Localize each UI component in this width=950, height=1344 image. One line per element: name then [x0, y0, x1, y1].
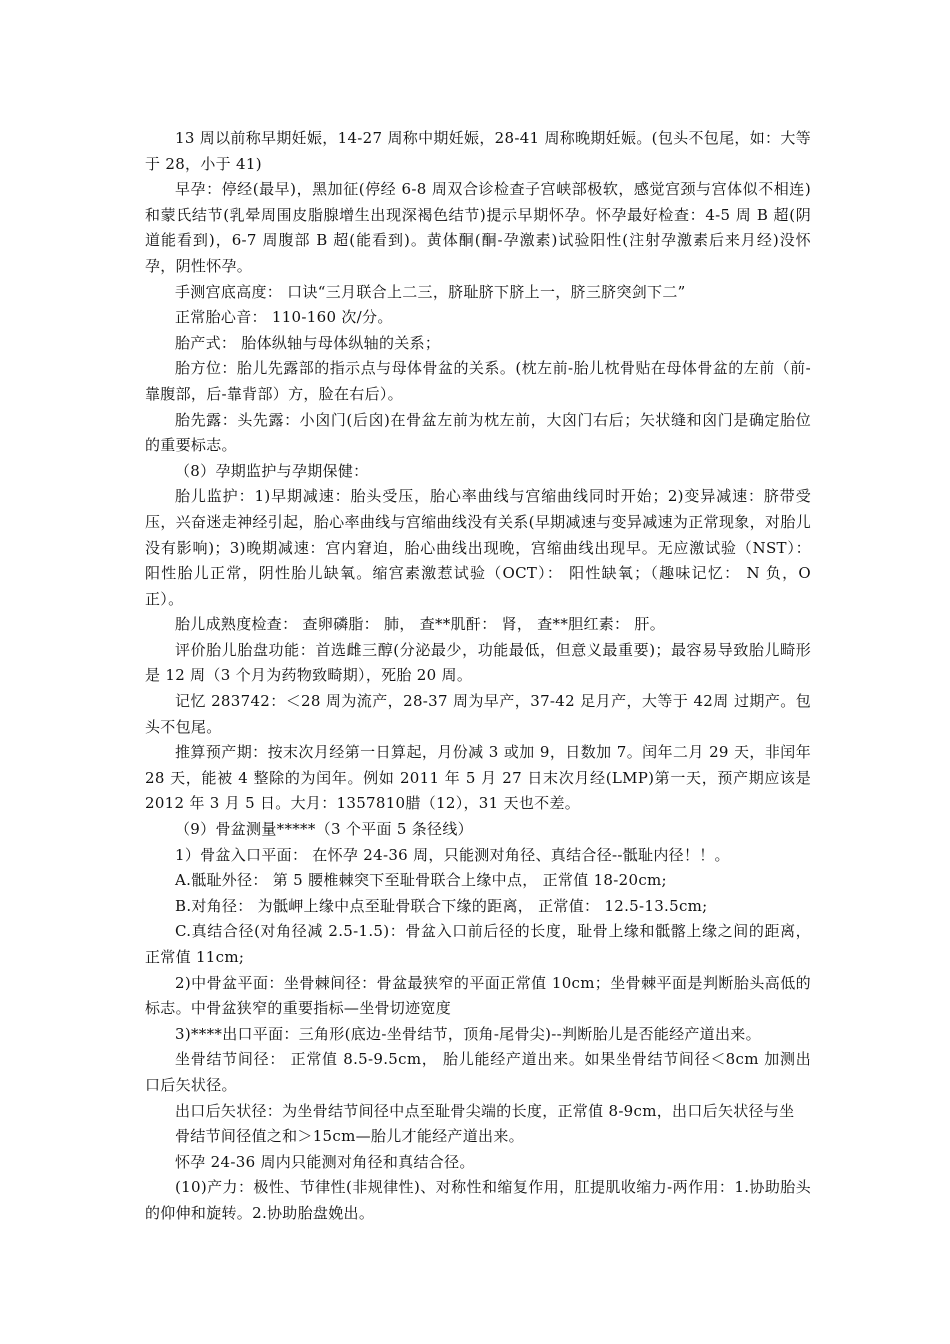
paragraph-fetal-position: 胎方位：胎儿先露部的指示点与母体骨盆的关系。(枕左前-胎儿枕骨贴在母体骨盆的左前（前-靠腹部，后-靠背部）方，脸在右后）。	[145, 359, 811, 403]
paragraph-measurement-window: 怀孕 24-36 周内只能测对角径和真结合径。	[175, 1152, 475, 1171]
paragraph-fetal-presentation: 胎先露：头先露：小囟门(后囟)在骨盆左前为枕左前，大囟门右后；矢状缝和囟门是确定胎位的重要标志。	[145, 410, 811, 455]
paragraph-diagonal-conjugate: B.对角径： 为骶岬上缘中点至耻骨联合下缘的距离， 正常值： 12.5-13.5cm;	[175, 896, 708, 915]
paragraph-fetal-maturity: 胎儿成熟度检查： 查卵磷脂： 肺， 查**肌酐： 肾， 查**胆红素： 肝。	[175, 615, 666, 634]
paragraph-placental-function: 评价胎儿胎盘功能：首选雌三醇(分泌最少，功能最低，但意义最重要)；最容易导致胎儿畸形是 12 周（3 个月为药物致畸期），死胎 20 周。	[145, 640, 811, 685]
paragraph-true-conjugate: C.真结合径(对角径减 2.5-1.5)：骨盆入口前后径的长度，耻骨上缘和骶髂上缘之间的距离， 正常值 11cm;	[145, 922, 811, 966]
paragraph-fetal-lie: 胎产式： 胎体纵轴与母体纵轴的关系；	[175, 333, 441, 352]
paragraph-midpelvis: 2)中骨盆平面：坐骨棘间径：骨盆最狭窄的平面正常值 10cm；坐骨棘平面是判断胎头高低的标志。中骨盆狭窄的重要指标—坐骨切迹宽度	[145, 973, 811, 1018]
paragraph-external-conjugate: A.骶耻外径： 第 5 腰椎棘突下至耻骨联合上缘中点， 正常值 18-20cm;	[175, 871, 667, 890]
section-heading-pelvic-measurement: （9）骨盆测量*****（3 个平面 5 条径线）	[175, 820, 473, 839]
paragraph-intertuberous-diameter: 坐骨结节间径： 正常值 8.5-9.5cm， 胎儿能经产道出来。如果坐骨结节间径＜8cm 加测出口后矢状径。	[145, 1050, 811, 1094]
paragraph-pregnancy-stages: 13 周以前称早期妊娠，14-27 周称中期妊娠，28-41 周称晚期妊娠。(包头不包尾，如：大等于 28，小于 41)	[145, 129, 811, 173]
document-body	[145, 126, 811, 1227]
paragraph-pelvic-outlet: 3)****出口平面：三角形(底边-坐骨结节，顶角-尾骨尖)--判断胎儿是否能经产道出来。	[175, 1024, 761, 1043]
paragraph-labor-forces: (10)产力：极性、节律性(非规律性)、对称性和缩复作用，肛提肌收缩力-两作用：1.协助胎头的仰伸和旋转。2.协助胎盘娩出。	[145, 1178, 811, 1222]
paragraph-fundal-height: 手测宫底高度： 口诀“三月联合上二三，脐耻脐下脐上一，脐三脐突剑下二”	[175, 282, 686, 301]
section-heading-prenatal-care: （8）孕期监护与孕期保健：	[175, 461, 369, 480]
paragraph-early-pregnancy: 早孕：停经(最早)，黑加征(停经 6-8 周双合诊检查子宫峡部极软，感觉宫颈与宫体似不相连)和蒙氏结节(乳晕周围皮脂腺增生出现深褐色结节)提示早期怀孕。怀孕最好检查：4-5 周 B 超(阴道能看到)，6-7 周腹部 B 超(能看到)。黄体酮(酮-孕激素)试验阳性(注射孕激素后来月经)没怀孕，阴性怀孕。	[145, 180, 811, 275]
paragraph-fetal-heart-rate: 正常胎心音： 110-160 次/分。	[175, 308, 393, 327]
paragraph-posterior-sagittal: 出口后矢状径：为坐骨结节间径中点至耻骨尖端的长度，正常值 8-9cm，出口后矢状径与坐	[175, 1101, 795, 1120]
paragraph-memory-283742: 记忆 283742：＜28 周为流产，28-37 周为早产，37-42 足月产，大等于 42周 过期产。包头不包尾。	[145, 692, 811, 736]
paragraph-due-date: 推算预产期：按末次月经第一日算起，月份减 3 或加 9，日数加 7。闰年二月 29 天，非闰年 28 天，能被 4 整除的为闰年。例如 2011 年 5 月 27 日末次月经(LMP)第一天，预产期应该是 2012 年 3 月 5 日。大月：1357810腊（12），31 天也不差。	[145, 743, 811, 813]
paragraph-fetal-monitoring: 胎儿监护：1)早期减速：胎头受压，胎心率曲线与宫缩曲线同时开始；2)变异减速：脐带受压，兴奋迷走神经引起，胎心率曲线与宫缩曲线没有关系(早期减速与变异减速为正常现象，对胎儿没有影响)；3)晚期减速：宫内窘迫，胎心曲线出现晚，宫缩曲线出现早。无应激试验（NST）： 阳性胎儿正常，阴性胎儿缺氧。缩宫素激惹试验（OCT）： 阳性缺氧；（趣味记忆： N 负，O 正）。	[145, 487, 811, 608]
paragraph-pelvic-inlet: 1）骨盆入口平面： 在怀孕 24-36 周，只能测对角径、真结合径--骶耻内径！！。	[175, 845, 730, 864]
paragraph-posterior-sagittal-continued: 骨结节间径值之和＞15cm—胎儿才能经产道出来。	[175, 1127, 524, 1146]
